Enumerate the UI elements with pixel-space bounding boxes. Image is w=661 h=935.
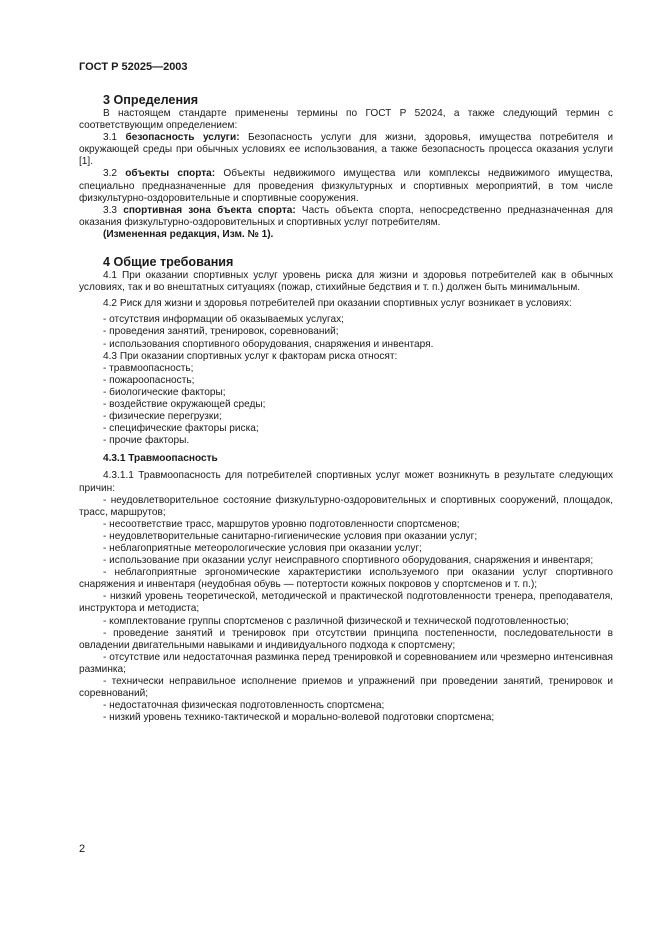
definition-3-2: 3.2 объекты спорта: Объекты недвижимого имущества или комплексы недвижимого имущества, специально предназначенные для проведения физкультурных и спортивных мероприятий, в том числе физкультурно-оздоровительные и спортивные сооружения. xyxy=(79,168,613,204)
list-item: - неудовлетворительные санитарно-гигиенические условия при оказании услуг; xyxy=(103,530,478,542)
list-item: - использования спортивного оборудования, снаряжения и инвентаря. xyxy=(103,338,434,350)
subsection-4-3-1-title: 4.3.1 Травмоопасность xyxy=(103,453,218,465)
list-item: - низкий уровень теоретической, методической и практической подготовленности тренера, преподавателя, инструктора и методиста; xyxy=(79,591,613,615)
section-3-intro: В настоящем стандарте применены термины по ГОСТ Р 52024, а также следующий термин с соответствующим определением: xyxy=(79,108,613,132)
list-item: - неблагоприятные эргономические характеристики используемого при оказании услуг спортивного снаряжения и инвентаря (неудобная обувь — потертости кожных покровов у спортсменов и т. п.); xyxy=(79,567,613,591)
paragraph-4-3: 4.3 При оказании спортивных услуг к факторам риска относят: xyxy=(103,350,398,362)
document-header: ГОСТ Р 52025—2003 xyxy=(79,61,188,73)
list-item: - специфические факторы риска; xyxy=(103,423,259,435)
list-item: - неудовлетворительное состояние физкультурно-оздоровительных и спортивных сооружений, площадок, трасс, маршрутов; xyxy=(79,494,613,518)
list-item: - низкий уровень технико-тактической и морально-волевой подготовки спортсмена; xyxy=(103,712,495,724)
list-item: - биологические факторы; xyxy=(103,386,226,398)
list-item: - травмоопасность; xyxy=(103,362,194,374)
section-3-title: 3 Определения xyxy=(103,93,199,107)
page-number: 2 xyxy=(79,843,86,855)
list-item: - проведения занятий, тренировок, соревнований; xyxy=(103,326,339,338)
list-item: - проведение занятий и тренировок при отсутствии принципа постепенности, последовательности в овладении двигательными навыками и индивидуального подхода к спортсмену; xyxy=(79,627,613,651)
section-4-title: 4 Общие требования xyxy=(103,255,234,270)
definition-3-1: 3.1 безопасность услуги: Безопасность услуги для жизни, здоровья, имущества потребителя и окружающей среды при обычных условиях ее использования, а также безопасность процесса оказания услуги [1]. xyxy=(79,132,613,168)
paragraph-4-3-1-1: 4.3.1.1 Травмоопасность для потребителей спортивных услуг может возникнуть в результате следующих причин: xyxy=(79,470,613,494)
definition-3-3: 3.3 спортивная зона бъекта спорта: Часть объекта спорта, непосредственно предназначенная для оказания физкультурно-оздоровительных и спортивных услуг потребителям. xyxy=(79,204,613,228)
list-item: - отсутствия информации об оказываемых услугах; xyxy=(103,314,344,326)
list-item: - комплектование группы спортсменов с различной физической и технической подготовленностью; xyxy=(103,615,569,627)
list-item: - пожароопасность; xyxy=(103,374,195,386)
list-item: - использование при оказании услуг неисправного спортивного оборудования, снаряжения и инвентаря; xyxy=(103,555,594,567)
list-item: - физические перегрузки; xyxy=(103,411,222,423)
list-item: - технически неправильное исполнение приемов и упражнений при проведении занятий, тренировок и соревнований; xyxy=(79,676,613,700)
paragraph-4-2: 4.2 Риск для жизни и здоровья потребителей при оказании спортивных услуг возникает в условиях: xyxy=(103,298,572,310)
amendment-note: (Измененная редакция, Изм. № 1). xyxy=(103,228,274,240)
list-item: - отсутствие или недостаточная разминка перед тренировкой и соревнованием или чрезмерно интенсивная разминка; xyxy=(79,651,613,675)
paragraph-4-1: 4.1 При оказании спортивных услуг уровень риска для жизни и здоровья потребителей как в обычных условиях, так и во внештатных ситуациях (пожар, стихийные бедствия и т. п.) должен быть минимальным. xyxy=(79,270,613,294)
list-item: - прочие факторы. xyxy=(103,435,190,447)
document-body xyxy=(79,93,613,724)
list-item: - воздействие окружающей среды; xyxy=(103,398,266,410)
list-item: - несоответствие трасс, маршрутов уровню подготовленности спортсменов; xyxy=(103,518,460,530)
list-item: - неблагоприятные метеорологические условия при оказании услуг; xyxy=(103,543,422,554)
list-item: - недостаточная физическая подготовленность спортсмена; xyxy=(103,700,385,712)
